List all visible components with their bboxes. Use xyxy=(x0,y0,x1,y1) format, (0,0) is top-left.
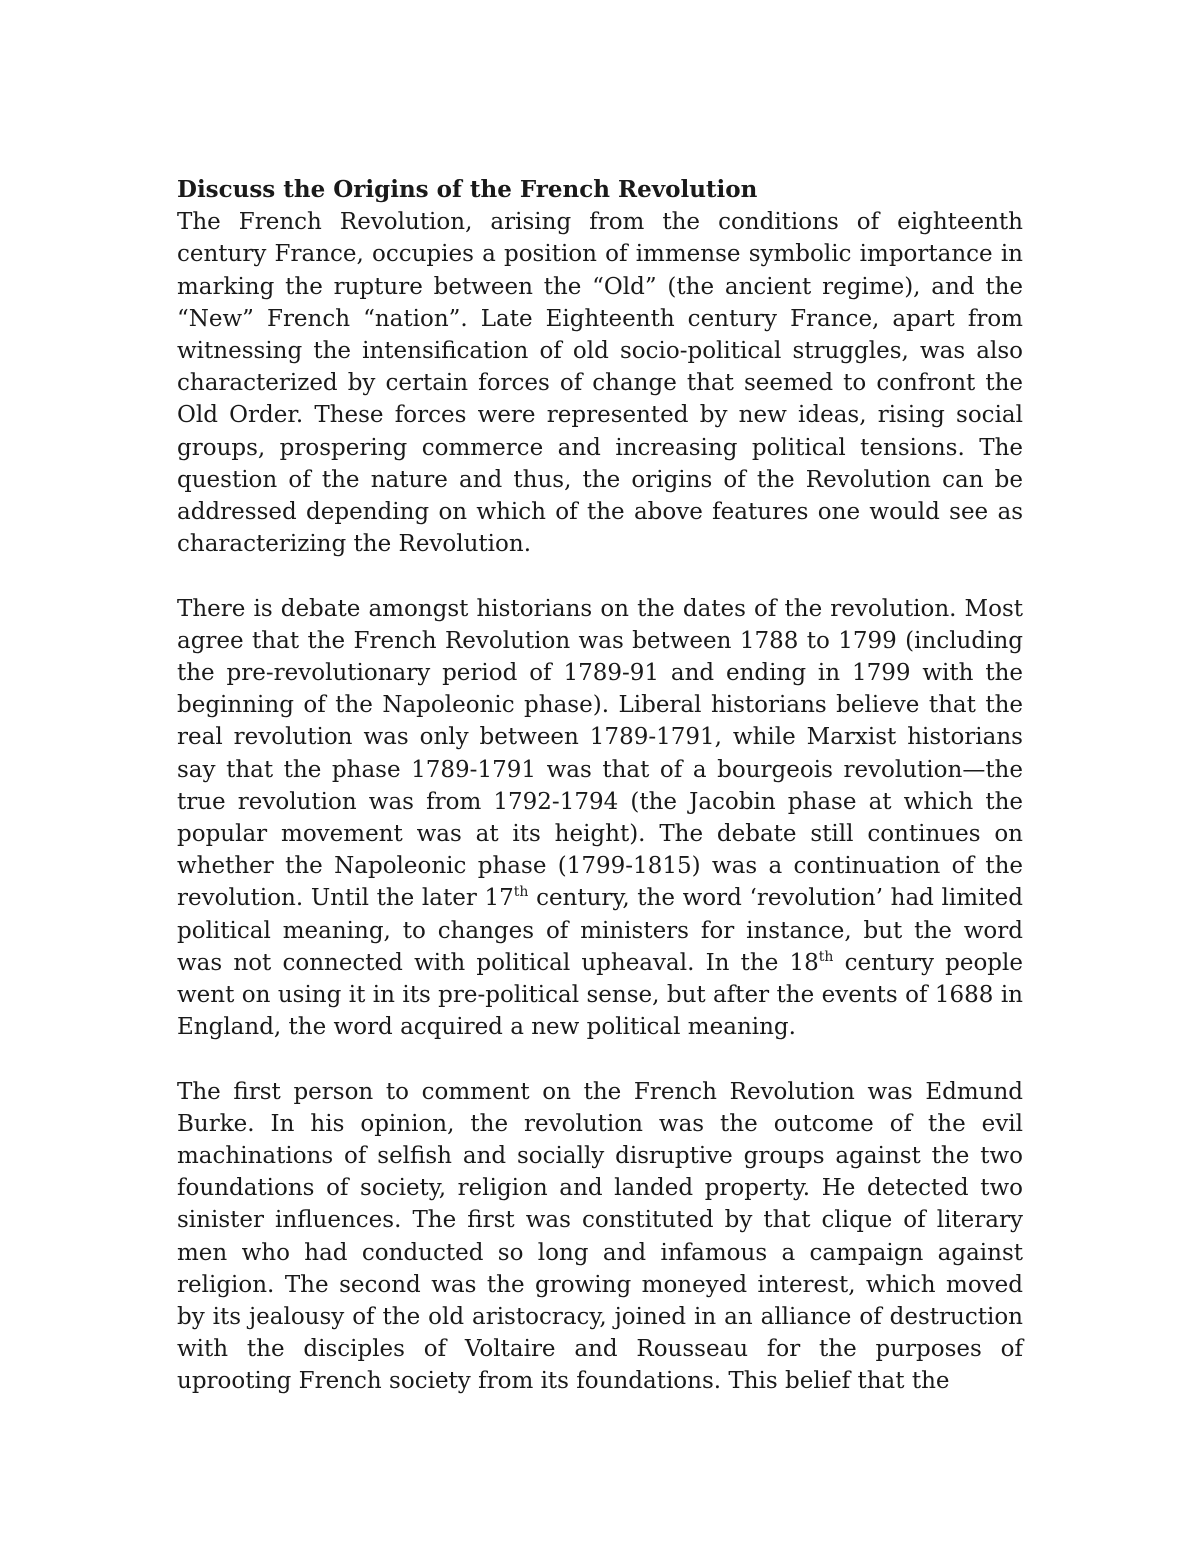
paragraph-3 xyxy=(177,1076,1023,1398)
ordinal-suffix: th xyxy=(513,884,529,901)
ordinal-suffix: th xyxy=(818,948,834,965)
paragraph-3-text: The first person to comment on the French Revolution was Edmund Burke. In his opinion, the revolution was the outcome of the evil machinations of selfish and socially disruptive groups against the two foundations of society, religion and landed property. He detected two sinister influences. The first was constituted by that clique of literary men who had conducted so long and infamous a campaign against religion. The second was the growing moneyed interest, which moved by its jealousy of the old aristocracy, joined in an alliance of destruction with the disciples of Voltaire and Rousseau for the purposes of uprooting French society from its foundations. This belief that the xyxy=(177,1078,1023,1395)
document-page xyxy=(177,174,1023,1398)
document-title: Discuss the Origins of the French Revolution xyxy=(177,176,758,203)
paragraph-2-text-b: century, the word ‘revolution’ had limited political meaning, to changes of ministers for instance, but the word was not connected with political upheaval. In the 18 xyxy=(177,885,1024,976)
paragraph-1 xyxy=(177,206,1023,560)
paragraph-2-text-c: century people went on using it in its pre-political sense, but after the events of 1688 in England, the word acquired a new political meaning. xyxy=(177,949,1023,1041)
paragraph-2 xyxy=(177,593,1023,1044)
paragraph-1-text: The French Revolution, arising from the conditions of eighteenth century France, occupies a position of immense symbolic importance in marking the rupture between the “Old” (the ancient regime), and the “New” French “nation”. Late Eighteenth century France, apart from witnessing the intensification of old socio-political struggles, was also characterized by certain forces of change that seemed to confront the Old Order. These forces were represented by new ideas, rising social groups, prospering commerce and increasing political tensions. The question of the nature and thus, the origins of the Revolution can be addressed depending on which of the above features one would see as characterizing the Revolution. xyxy=(177,209,1023,558)
paragraph-2-text-a: There is debate amongst historians on the dates of the revolution. Most agree that the French Revolution was between 1788 to 1799 (including the pre-revolutionary period of 1789-91 and ending in 1799 with the beginning of the Napoleonic phase). Liberal historians believe that the real revolution was only between 1789-1791, while Marxist historians say that the phase 1789-1791 was that of a bourgeois revolution—the true revolution was from 1792-1794 (the Jacobin phase at which the popular movement was at its height). The debate still continues on whether the Napoleonic phase (1799-1815) was a continuation of the revolution. Until the later 17 xyxy=(177,595,1023,912)
